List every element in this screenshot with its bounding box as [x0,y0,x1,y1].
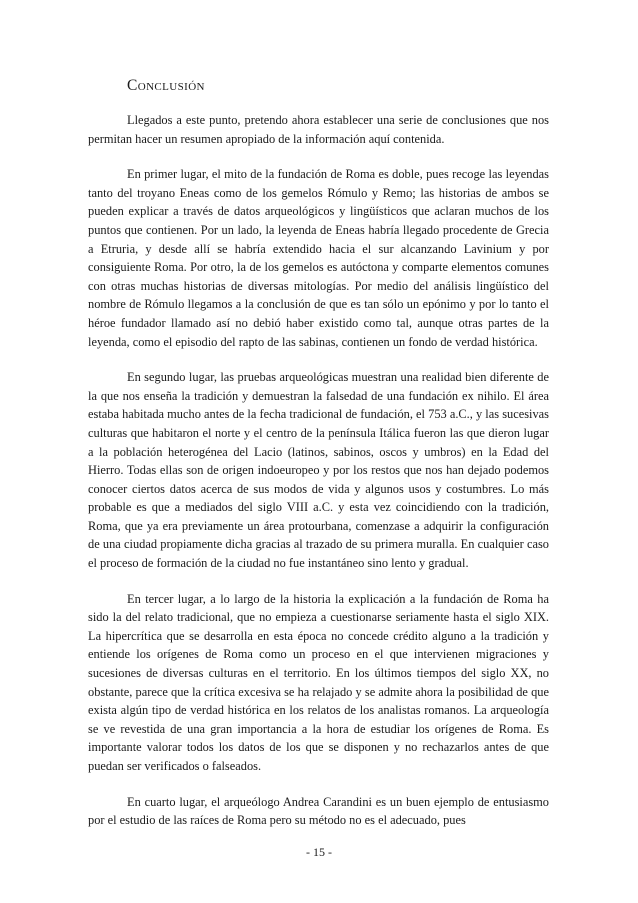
paragraph-first-point: En primer lugar, el mito de la fundación de Roma es doble, pues recoge las leyendas tanto del troyano Eneas como de los gemelos Rómulo y Remo; las historias de ambos se pueden explicar a través de datos arqueológicos y lingüísticos que aclaran muchos de los puntos que contienen. Por un lado, la leyenda de Eneas habría llegado procedente de Grecia a Etruria, y desde allí se habría extendido hacia el sur alcanzando Lavinium y por consiguiente Roma. Por otro, la de los gemelos es autóctona y comparte elementos comunes con otras muchas historias de diversas mitologías. Por medio del análisis lingüístico del nombre de Rómulo llegamos a la conclusión de que es tan sólo un epónimo y por lo tanto el héroe fundador llamado así no debió haber existido como tal, aunque otras partes de la leyenda, como el episodio del rapto de las sabinas, contienen un fondo de verdad histórica. [88,167,549,349]
paragraph-second-point: En segundo lugar, las pruebas arqueológicas muestran una realidad bien diferente de la que nos enseña la tradición y demuestran la falsedad de una fundación ex nihilo. El área estaba habitada mucho antes de la fecha tradicional de fundación, el 753 a.C., y las sucesivas culturas que habitaron el norte y el centro de la península Itálica fueron las que dieron lugar a la población heterogénea del Lacio (latinos, sabinos, oscos y umbros) en la Edad del Hierro. Todas ellas son de origen indoeuropeo y por los restos que nos han dejado podemos conocer ciertos datos acerca de sus modos de vida y algunos usos y costumbres. Lo más probable es que a mediados del siglo VIII a.C. y esta vez coincidiendo con la tradición, Roma, que ya era previamente un área protourbana, comenzase a adquirir la configuración de una ciudad propiamente dicha gracias al trazado de su primera muralla. En cualquier caso el proceso de formación de la ciudad no fue instantáneo sino lento y gradual. [88,370,549,571]
section-heading: Conclusión [127,77,205,94]
paragraph-third-point: En tercer lugar, a lo largo de la historia la explicación a la fundación de Roma ha sido la del relato tradicional, que no empieza a cuestionarse seriamente hasta el siglo XIX. La hipercrítica que se desarrolla en esta época no concede crédito alguno a la tradición y entiende los orígenes de Roma como un proceso en el que intervienen migraciones y sucesiones de diversas culturas en el territorio. En los últimos tiempos del siglo XX, no obstante, parece que la crítica excesiva se ha relajado y se admite ahora la posibilidad de que exista algún tipo de verdad histórica en los relatos de los analistas romanos. La arqueología se ve revestida de una gran importancia a la hora de estudiar los orígenes de Roma. Es importante valorar todos los datos de los que se disponen y no rechazarlos antes de que puedan ser verificados o falseados. [88,591,549,773]
page-number: - 15 - [306,845,332,859]
paragraph-intro: Llegados a este punto, pretendo ahora establecer una serie de conclusiones que nos permitan hacer un resumen apropiado de la información aquí contenida. [88,113,549,146]
document-page [88,76,549,830]
paragraph-fourth-point: En cuarto lugar, el arqueólogo Andrea Carandini es un buen ejemplo de entusiasmo por el estudio de las raíces de Roma pero su método no es el adecuado, pues [88,794,549,828]
